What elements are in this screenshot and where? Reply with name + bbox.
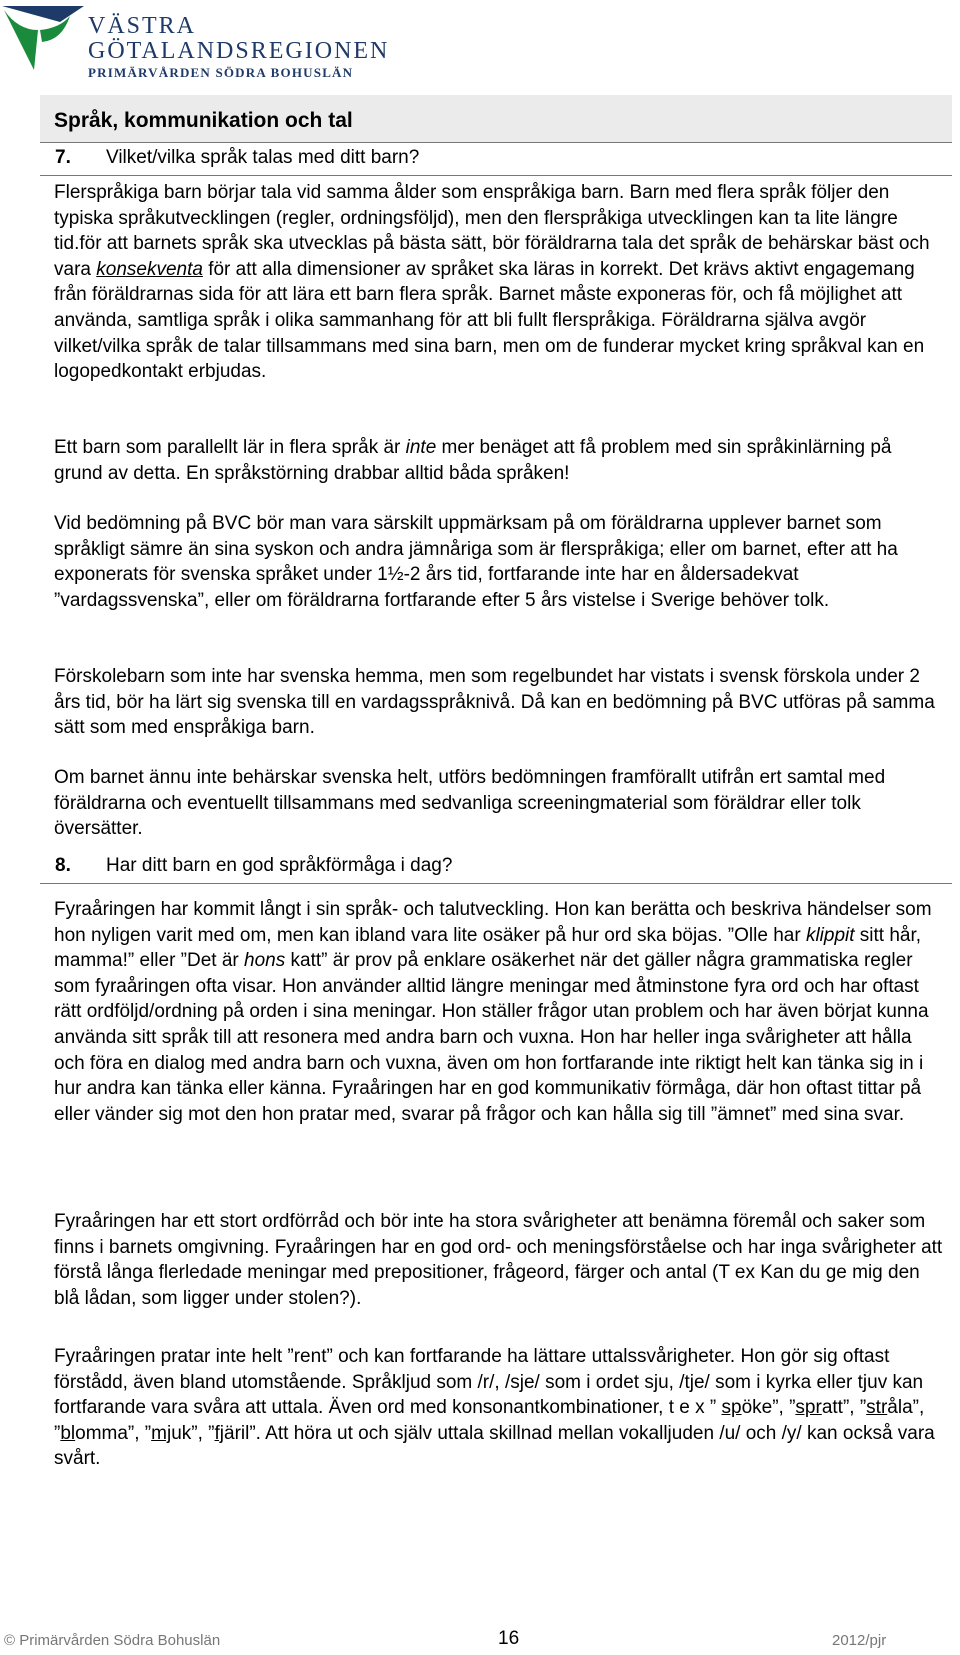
question-text: Har ditt barn en god språkförmåga i dag?: [106, 855, 453, 876]
paragraph: [54, 897, 944, 1127]
text-run: Fyraåringen har kommit långt i sin språk- och talutveckling. Hon kan berätta och beskriva händelser som hon nyligen varit med om, men kan ibland vara lite osäker på hur ord ska böjas. ”Olle har: [54, 899, 932, 946]
text-run: ”, ”: [772, 1397, 796, 1419]
paragraph: Om barnet ännu inte behärskar svenska helt, utförs bedömningen framförallt utifrån ert samtal med föräldrarna och eventuellt tillsammans med sedvanliga screeningmaterial som föräldrar eller tolk översätter.: [54, 767, 886, 840]
question-number: 8.: [55, 855, 71, 876]
text-run: för att barnets språk ska utvecklas på bästa sätt, bör föräldrarna tala det språk de behärskar bäst och vara: [54, 233, 930, 280]
text-run: ”, ”: [842, 1397, 867, 1419]
underlined-text: str: [866, 1397, 888, 1419]
underlined-text: fj: [214, 1422, 224, 1444]
paragraph: [54, 435, 944, 486]
region-logo-icon: [0, 0, 86, 80]
text-run: uk: [171, 1422, 192, 1444]
paragraph: [54, 180, 944, 385]
text-run: mer benäget att få problem med sin språkinlärning på grund av detta. En språkstörning drabbar alltid båda språken!: [54, 437, 892, 484]
paragraph: Förskolebarn som inte har svenska hemma, men som regelbundet har vistats i svensk förskola under 2 års tid, bör ha lärt sig svenska till en vardagsspråknivå. Då kan en bedömning på BVC utföras på samma sätt som med enspråkiga barn.: [54, 666, 935, 739]
underlined-text: sp: [721, 1397, 742, 1419]
paragraph: Fyraåringen har ett stort ordförråd och bör inte ha stora svårigheter att benämna föremål och saker som finns i barnets omgivning. Fyraåringen har en god ord- och meningsförståelse och har inga svårigheter att förstå långa flerledade meningar med prepositioner, frågeord, färger och antal (T ex Kan du ge mig den blå lådan, som ligger under stolen?).: [54, 1211, 943, 1309]
text-run: att: [821, 1397, 843, 1419]
text-run: omma: [75, 1422, 128, 1444]
footer-copyright: © Primärvården Södra Bohuslän: [4, 1632, 221, 1649]
paragraph: Vid bedömning på BVC bör man vara särskilt uppmärksam på om föräldrarna upplever barnet som språkligt sämre än sina syskon och andra jämnåriga som är flerspråkiga; eller om barnet, efter att ha exponerats för svenska språket under 1½-2 års tid, fortfarande inte har en åldersadekvat ”vardagssvenska”, eller om föräldrarna fortfarande efter 5 års vistelse i Sverige behöver tolk.: [54, 513, 898, 611]
text-run: Ett barn som parallellt lär in flera språk är: [54, 437, 406, 458]
emphasis-text: konsekventa: [96, 258, 203, 280]
emphasis-text: hons: [244, 950, 286, 972]
underlined-text: spr: [795, 1397, 822, 1419]
question-number: 7.: [55, 147, 71, 168]
underlined-text: mj: [151, 1422, 172, 1444]
page-number: 16: [498, 1628, 520, 1649]
logo-text: [88, 14, 389, 82]
paragraph: [54, 1344, 944, 1472]
section-heading: [40, 95, 952, 143]
question-7: [40, 142, 952, 176]
logo: [0, 0, 390, 88]
question-text: Vilket/vilka språk talas med ditt barn?: [106, 147, 420, 168]
question-8: [40, 850, 952, 884]
emphasis-text: inte: [405, 437, 437, 458]
text-run: ”, ”: [191, 1422, 215, 1444]
text-run: ”, ”: [54, 1397, 925, 1444]
text-run: äril: [224, 1422, 250, 1444]
logo-line-1: VÄSTRA: [88, 13, 197, 39]
underlined-text: bl: [60, 1422, 76, 1444]
text-run: för att alla dimensioner av språket ska läras in korrekt. Det krävs aktivt engagemang från föräldrarnas sida för att lära ett barn flera språk. Barnet måste exponeras för, och få möjlighet att använda, samtliga språk i olika sammanhang för att bli fullt flerspråkiga. Föräldrarna själva avgör vilket/vilka språk de talar tillsammans med sina barn, men om de funderar mycket kring språkval kan en logopedkontakt erbjudas.: [54, 258, 925, 383]
text-run: åla: [887, 1397, 913, 1419]
text-run: Fyraåringen pratar inte helt ”rent” och kan fortfarande ha lättare uttalssvårigheter. Hon gör sig oftast förstådd, även bland utomstående. Språkljud som /r/, /sje/ som i ordet sju, /tje/ som i kyrka eller tjuv kan fortfarande vara svåra att uttala. Även ord med konsonantkombinationer, t e x ”: [54, 1346, 924, 1419]
section-title: Språk, kommunikation och tal: [54, 109, 353, 132]
text-run: ”, ”: [127, 1422, 152, 1444]
footer-version: 2012/pjr: [832, 1632, 887, 1649]
text-run: öke: [741, 1397, 773, 1419]
text-run: ”. Att höra ut och själv uttala skillnad mellan vokalljuden /u/ och /y/ kan också vara svårt.: [54, 1422, 935, 1470]
text-run: katt” är prov på enklare osäkerhet när det gäller några grammatiska regler som fyraåringen ofta visar. Hon använder alltid längre meningar med åtminstone fyra ord och har oftast rätt ordföljd/ordning på orden i sina meningar. Hon ställer frågor utan problem och har även börjat kunna använda sitt språk till att resonera med andra barn och vuxna. Hon har heller inga svårigheter att hålla och föra en dialog med andra barn och vuxna, även om hon fortfarande inte riktigt helt kan tänka sig in i hur andra kan tänka eller känna. Fyraåringen har en god kommunikativ förmåga, där hon oftast tittar på eller vänder sig mot den hon pratar med, svarar på frågor och kan hålla sig till ”ämnet” med sina svar.: [54, 950, 929, 1125]
text-run: sitt hår, mamma!” eller ”Det är: [54, 924, 922, 972]
text-run: Flerspråkiga barn börjar tala vid samma ålder som enspråkiga barn. Barn med flera språk följer den typiska språkutvecklingen (regler, ordningsföljd), men den flerspråkiga utvecklingen kan ta lite längre tid.: [54, 182, 898, 255]
emphasis-text: klippit: [805, 924, 855, 946]
logo-line-2: GÖTALANDSREGIONEN: [88, 38, 390, 64]
logo-line-3: PRIMÄRVÅRDEN SÖDRA BOHUSLÄN: [88, 65, 354, 80]
